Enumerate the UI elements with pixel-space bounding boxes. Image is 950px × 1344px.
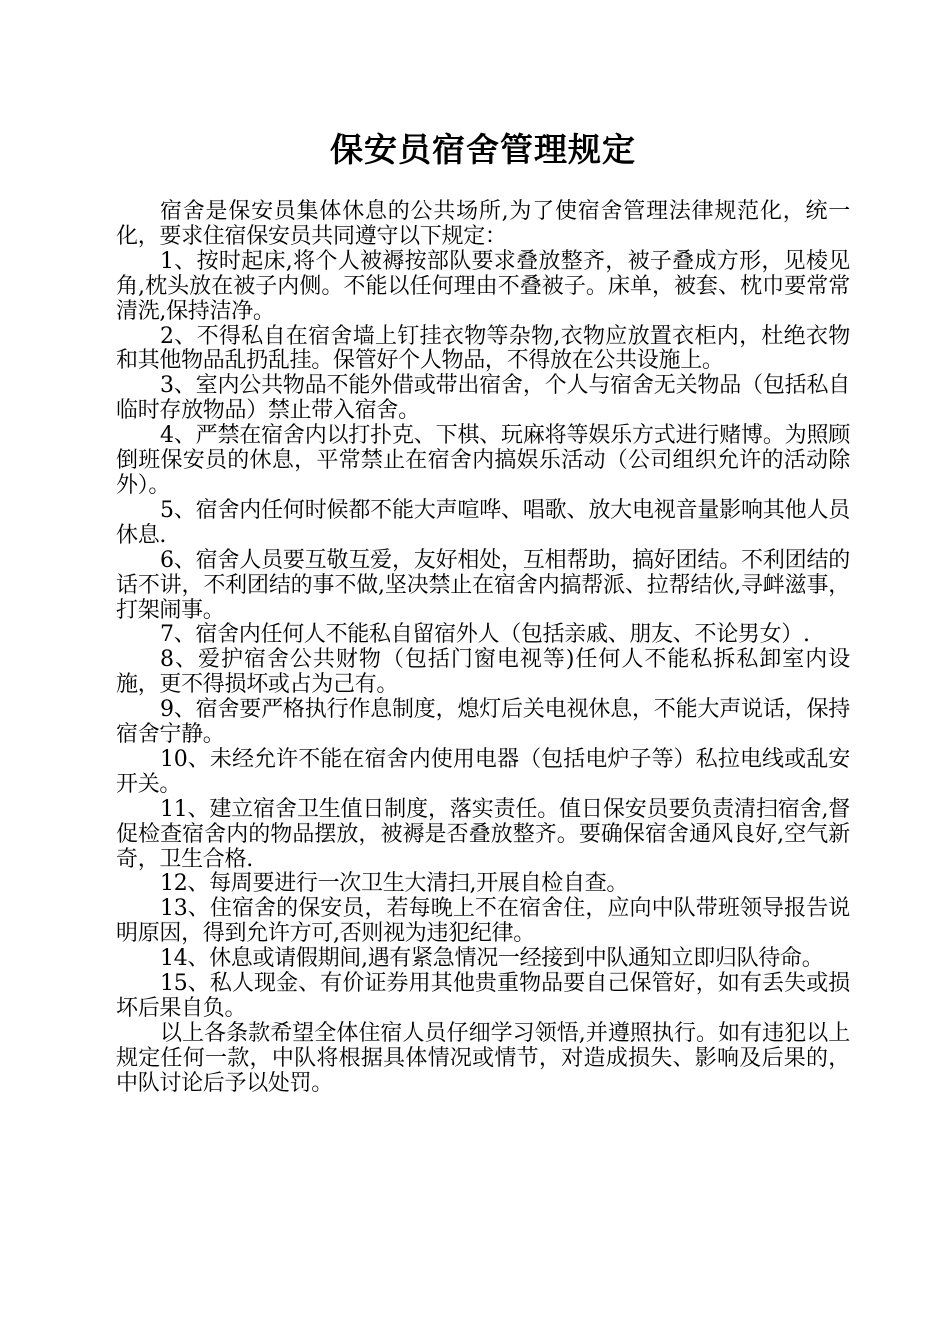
rule-paragraph: 6、宿舍人员要互敬互爱，友好相处，互相帮助，搞好团结。不利团结的话不讲，不利团结的事不做,坚决禁止在宿舍内搞帮派、拉帮结伙,寻衅滋事，打架闹事。 (116, 547, 850, 623)
rule-paragraph: 10、未经允许不能在宿舍内使用电器（包括电炉子等）私拉电线或乱安开关。 (116, 746, 850, 797)
rule-paragraph: 7、宿舍内任何人不能私自留宿外人（包括亲戚、朋友、不论男女）. (160, 622, 810, 648)
rule-paragraph: 9、宿舍要严格执行作息制度，熄灯后关电视休息，不能大声说话，保持宿舍宁静。 (116, 697, 850, 748)
closing-paragraph: 以上各条款希望全体住宿人员仔细学习领悟,并遵照执行。如有违犯以上规定任何一款，中队将根据具体情况或情节，对造成损失、影响及后果的，中队讨论后予以处罚。 (116, 1020, 850, 1096)
rule-paragraph: 11、建立宿舍卫生值日制度，落实责任。值日保安员要负责清扫宿舍,督促检查宿舍内的物品摆放，被褥是否叠放整齐。要确保宿舍通风良好,空气新奇，卫生合格. (116, 796, 850, 872)
rule-paragraph: 12、每周要进行一次卫生大清扫,开展自检自查。 (160, 871, 629, 897)
intro-paragraph: 宿舍是保安员集体休息的公共场所,为了使宿舍管理法律规范化，统一化，要求住宿保安员共同遵守以下规定： (116, 199, 850, 249)
rule-paragraph: 1、按时起床,将个人被褥按部队要求叠放整齐，被子叠成方形，见棱见角,枕头放在被子内侧。不能以任何理由不叠被子。床单，被套、枕巾要常常清洗,保持洁净。 (116, 248, 850, 324)
rule-paragraph: 8、爱护宿舍公共财物（包括门窗电视等)任何人不能私拆私卸室内设施，更不得损坏或占为己有。 (116, 647, 850, 698)
rule-paragraph: 15、私人现金、有价证券用其他贵重物品要自己保管好，如有丢失或损坏后果自负。 (116, 971, 850, 1021)
document-title: 保安员宿舍管理规定 (330, 130, 636, 169)
rule-paragraph: 3、室内公共物品不能外借或带出宿舍，个人与宿舍无关物品（包括私自临时存放物品）禁止带入宿舍。 (116, 373, 850, 424)
document-body (116, 200, 850, 1097)
rule-paragraph: 13、住宿舍的保安员，若每晚上不在宿舍住，应向中队带班领导报告说明原因，得到允许方可,否则视为违犯纪律。 (116, 896, 850, 947)
rule-paragraph: 14、休息或请假期间,遇有紧急情况一经接到中队通知立即归队待命。 (160, 946, 824, 972)
rule-paragraph: 5、宿舍内任何时候都不能大声喧哗、唱歌、放大电视音量影响其他人员休息. (116, 497, 850, 548)
rule-paragraph: 4、严禁在宿舍内以打扑克、下棋、玩麻将等娱乐方式进行赌博。为照顾倒班保安员的休息，平常禁止在宿舍内搞娱乐活动（公司组织允许的活动除外）。 (116, 423, 850, 498)
document-page (116, 0, 850, 1097)
rule-paragraph: 2、不得私自在宿舍墙上钉挂衣物等杂物,衣物应放置衣柜内，杜绝衣物和其他物品乱扔乱挂。保管好个人物品，不得放在公共设施上。 (116, 323, 850, 374)
